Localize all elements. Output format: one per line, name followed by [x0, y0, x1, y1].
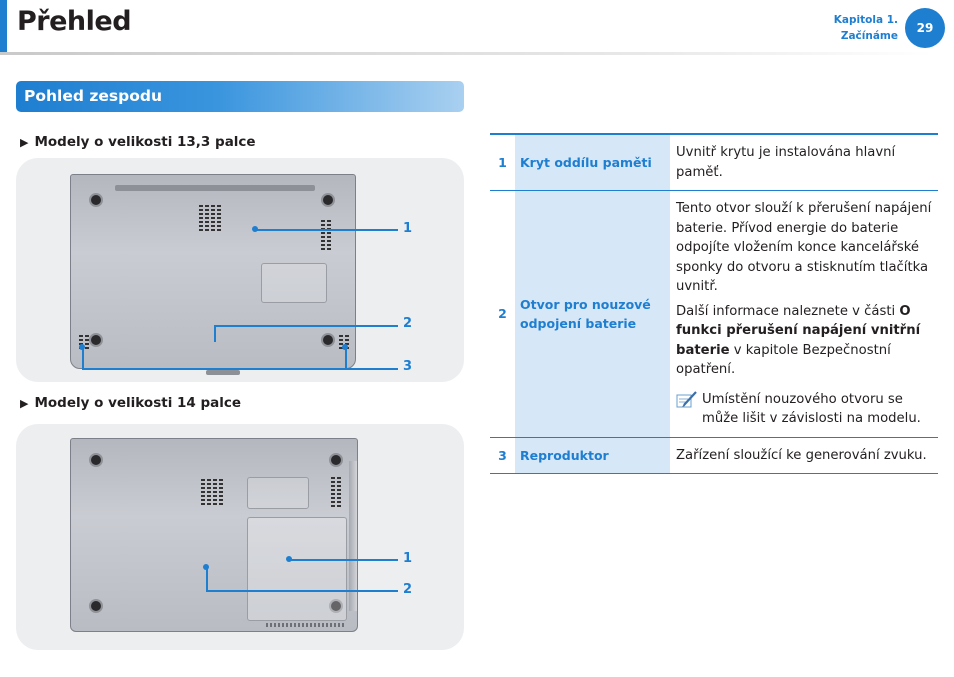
vent-grille	[321, 220, 343, 250]
description-paragraph	[676, 302, 932, 380]
note	[676, 390, 932, 429]
part-description	[670, 191, 938, 438]
callout-line	[291, 559, 398, 561]
part-name: Kryt oddílu paměti	[515, 134, 670, 191]
header-accent-bar	[0, 0, 7, 52]
callout-number: 1	[403, 551, 413, 566]
callout-line	[257, 229, 398, 231]
part-number: 3	[490, 437, 515, 474]
hinge-strip	[115, 185, 315, 191]
table-row	[490, 437, 938, 474]
laptop-bottom-photo-14	[16, 424, 464, 650]
text-span: v kapitole Bezpečnostní opatření.	[676, 342, 891, 377]
note-text: Umístění nouzového otvoru se může lišit v závislosti na modelu.	[702, 391, 921, 426]
callout-line	[206, 567, 208, 591]
table-row	[490, 134, 938, 191]
stand-foot	[206, 370, 240, 375]
section-heading: Pohled zespodu	[16, 81, 464, 112]
laptop-bottom-14	[70, 438, 358, 632]
laptop-bottom-photo-13	[16, 158, 464, 382]
model-label-13	[20, 134, 256, 150]
callout-number: 1	[403, 221, 413, 236]
part-name: Reproduktor	[515, 437, 670, 474]
rear-vent	[266, 623, 346, 627]
memory-panel	[261, 263, 327, 303]
text-span: Další informace naleznete v části	[676, 303, 900, 319]
screw-icon	[321, 193, 335, 207]
triangle-bullet-icon: ▶	[20, 136, 29, 149]
page-title: Přehled	[17, 6, 132, 37]
part-description: Uvnitř krytu je instalována hlavní paměť.	[670, 134, 938, 191]
screw-icon	[89, 193, 103, 207]
parts-table	[490, 133, 938, 474]
callout-number: 2	[403, 582, 413, 597]
table-row	[490, 191, 938, 438]
screw-icon	[321, 333, 335, 347]
description-paragraph: Tento otvor slouží k přerušení napájení baterie. Přívod energie do baterie odpojíte vložením konce kancelářské sponky do otvoru a stisknutím tlačítka uvnitř.	[676, 201, 932, 294]
bold-reference: O funkci přerušení napájení vnitřní baterie	[676, 303, 921, 358]
callout-line	[214, 325, 216, 342]
part-name: Otvor pro nouzové odpojení baterie	[515, 191, 670, 438]
chapter-label	[834, 12, 898, 44]
screw-icon	[89, 453, 103, 467]
part-number: 2	[490, 191, 515, 438]
screw-icon	[329, 453, 343, 467]
triangle-bullet-icon: ▶	[20, 397, 29, 410]
chapter-number: Kapitola 1.	[833, 14, 898, 26]
part-description: Zařízení sloužící ke generování zvuku.	[670, 437, 938, 474]
part-number: 1	[490, 134, 515, 191]
model-label-text: Modely o velikosti 13,3 palce	[34, 134, 256, 150]
callout-line	[345, 347, 347, 369]
laptop-bottom-13	[70, 174, 356, 369]
screw-icon	[89, 599, 103, 613]
memory-panel	[247, 517, 347, 621]
callout-line	[82, 368, 398, 370]
vent-grille	[199, 205, 221, 233]
chapter-title: Začínáme	[840, 30, 898, 42]
model-label-text: Modely o velikosti 14 palce	[34, 395, 242, 411]
callout-line	[206, 590, 398, 592]
callout-line	[82, 347, 84, 369]
callout-number: 2	[403, 316, 413, 331]
callout-number: 3	[403, 359, 413, 374]
vent-grille	[201, 479, 223, 507]
note-pencil-icon	[676, 390, 698, 410]
callout-line	[214, 325, 398, 327]
vent-panel	[247, 477, 309, 509]
model-label-14	[20, 395, 241, 411]
page-number-badge: 29	[905, 8, 945, 48]
side-ports	[349, 461, 357, 611]
header-divider	[0, 52, 934, 55]
